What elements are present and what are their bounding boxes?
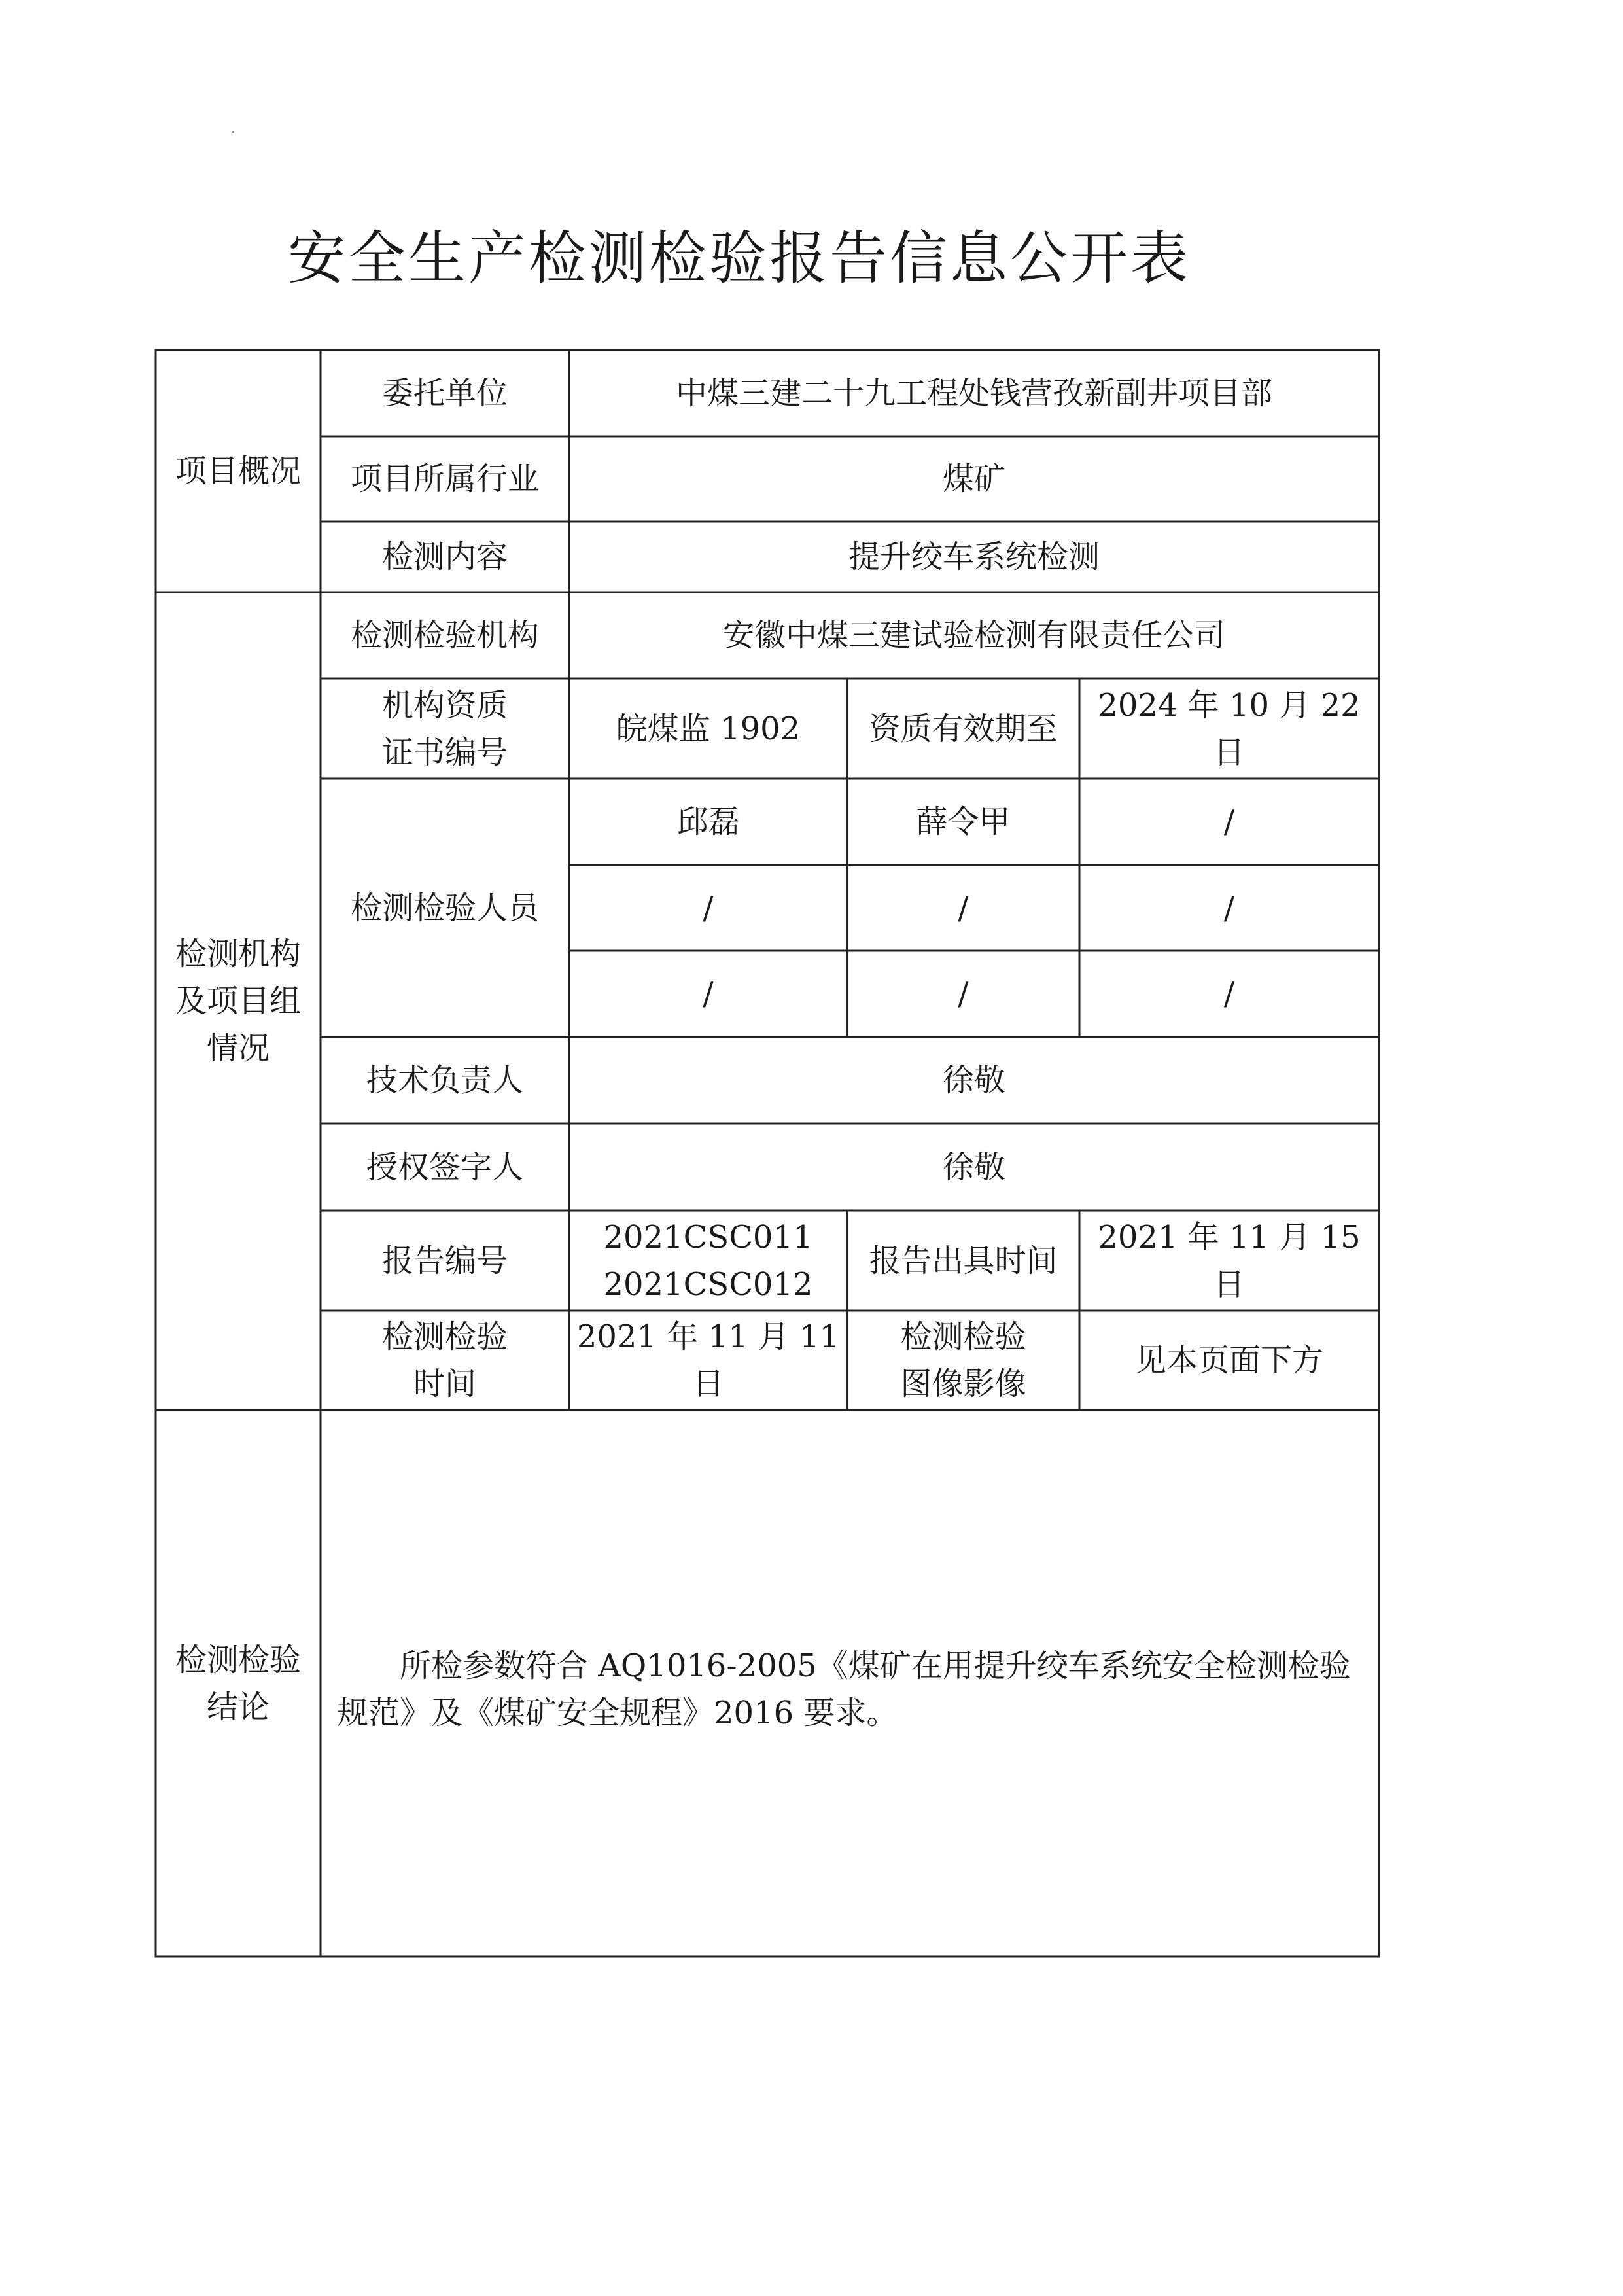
inspector-cell: / [703,889,714,927]
section-conclusion-label: 检测检验 结论 [175,1641,301,1725]
issue-time-label: 报告出具时间 [869,1242,1058,1279]
signer-label: 授权签字人 [366,1148,523,1186]
inspector-cell: 薛令甲 [916,804,1011,840]
inspector-cell: / [958,976,969,1012]
validity-value: 2024 年 10 月 22 日 [1098,686,1361,771]
page-title: 安全生产检测检验报告信息公开表 [287,224,1191,292]
org-label: 检测检验机构 [350,617,539,654]
section-overview-label: 项目概况 [175,453,301,489]
inspector-cell: / [1223,976,1235,1012]
industry-value: 煤矿 [942,461,1005,497]
test-time-label: 检测检验 时间 [381,1318,508,1402]
inspector-cell: / [703,976,714,1012]
section-institution-label: 检测机构 及项目组 情况 [175,936,301,1067]
validity-label: 资质有效期至 [869,710,1058,747]
images-label: 检测检验 图像影像 [900,1318,1026,1402]
images-value: 见本页面下方 [1134,1342,1323,1379]
inspector-cell: / [958,889,969,927]
report-no-label: 报告编号 [381,1242,508,1279]
client-value: 中煤三建二十九工程处钱营孜新副井项目部 [675,375,1272,412]
tech-lead-value: 徐敬 [942,1062,1005,1099]
inspector-cell: 邱磊 [676,804,740,840]
cert-value: 皖煤监 1902 [616,710,801,747]
client-label: 委托单位 [381,375,508,412]
content-label: 检测内容 [381,539,508,575]
inspectors-label: 检测检验人员 [350,889,539,927]
inspector-cell: / [1223,804,1235,840]
conclusion-text: 所检参数符合 AQ1016-2005《煤矿在用提升绞车系统安全检测检验规范》及《煤矿安全规程》2016 要求。 [337,1648,1351,1731]
industry-label: 项目所属行业 [350,461,539,497]
test-time-value: 2021 年 11 月 11 日 [576,1318,840,1402]
org-value: 安徽中煤三建试验检测有限责任公司 [722,617,1225,654]
cert-label: 机构资质 证书编号 [381,686,508,771]
inspector-cell: / [1223,889,1235,927]
report-no-value: 2021CSC011 2021CSC012 [603,1218,813,1303]
content-value: 提升绞车系统检测 [848,539,1100,575]
tech-lead-label: 技术负责人 [366,1062,523,1099]
issue-time-value: 2021 年 11 月 15 日 [1098,1218,1361,1303]
signer-value: 徐敬 [942,1148,1005,1186]
